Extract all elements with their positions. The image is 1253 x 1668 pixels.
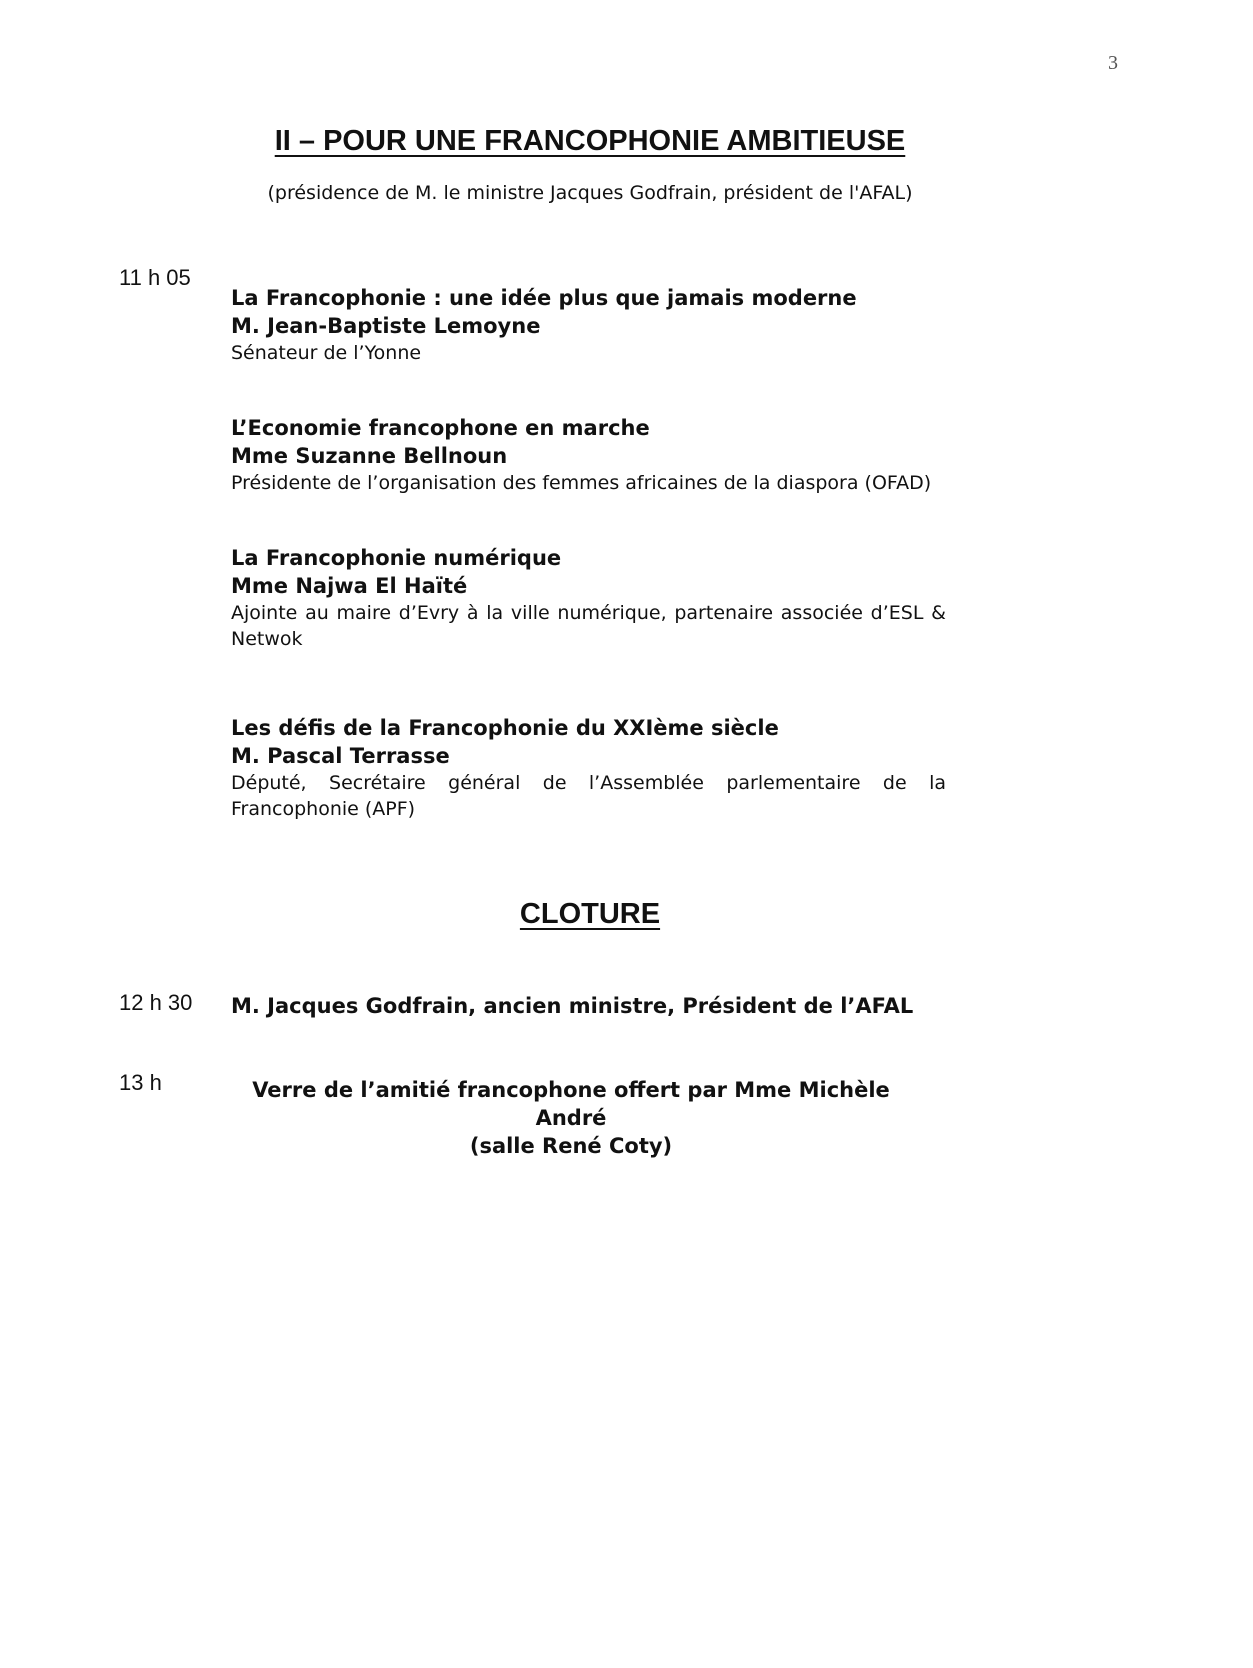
talk-title: La Francophonie numérique xyxy=(231,546,562,570)
speaker-role: Député, Secrétaire général de l’Assemblée parlementaire de la Francophonie (APF) xyxy=(231,772,946,820)
section-title: II – POUR UNE FRANCOPHONIE AMBITIEUSE xyxy=(274,125,906,157)
reception-block xyxy=(231,1076,911,1160)
speaker-role: Sénateur de l’Yonne xyxy=(231,342,422,364)
reception-location: (salle René Coty) xyxy=(469,1134,673,1158)
talk-block xyxy=(231,544,946,652)
speaker-role: Ajointe au maire d’Evry à la ville numérique, partenaire associée d’ESL & Netwok xyxy=(231,602,946,650)
time-slot: 12 h 30 xyxy=(119,990,193,1015)
section-subtitle: (présidence de M. le ministre Jacques Godfrain, président de l'AFAL) xyxy=(267,182,913,204)
talk-block xyxy=(231,284,946,366)
time-slot: 13 h xyxy=(119,1070,162,1095)
talk-block xyxy=(231,414,946,496)
reception-text: Verre de l’amitié francophone offert par Mme Michèle André xyxy=(252,1078,890,1130)
talk-block xyxy=(231,714,946,822)
speaker-role: Présidente de l’organisation des femmes africaines de la diaspora (OFAD) xyxy=(231,472,932,494)
speaker-name: M. Jean-Baptiste Lemoyne xyxy=(231,314,541,338)
cloture-title: CLOTURE xyxy=(519,898,661,930)
speaker-name: Mme Najwa El Haïté xyxy=(231,574,468,598)
talk-title: Les défis de la Francophonie du XXIème siècle xyxy=(231,716,779,740)
page-number: 3 xyxy=(1108,52,1118,74)
time-slot: 11 h 05 xyxy=(119,265,191,290)
closing-speech: M. Jacques Godfrain, ancien ministre, Président de l’AFAL xyxy=(231,994,914,1018)
speaker-name: Mme Suzanne Bellnoun xyxy=(231,444,508,468)
talk-title: L’Economie francophone en marche xyxy=(231,416,650,440)
talk-title: La Francophonie : une idée plus que jamais moderne xyxy=(231,286,857,310)
speaker-name: M. Pascal Terrasse xyxy=(231,744,450,768)
